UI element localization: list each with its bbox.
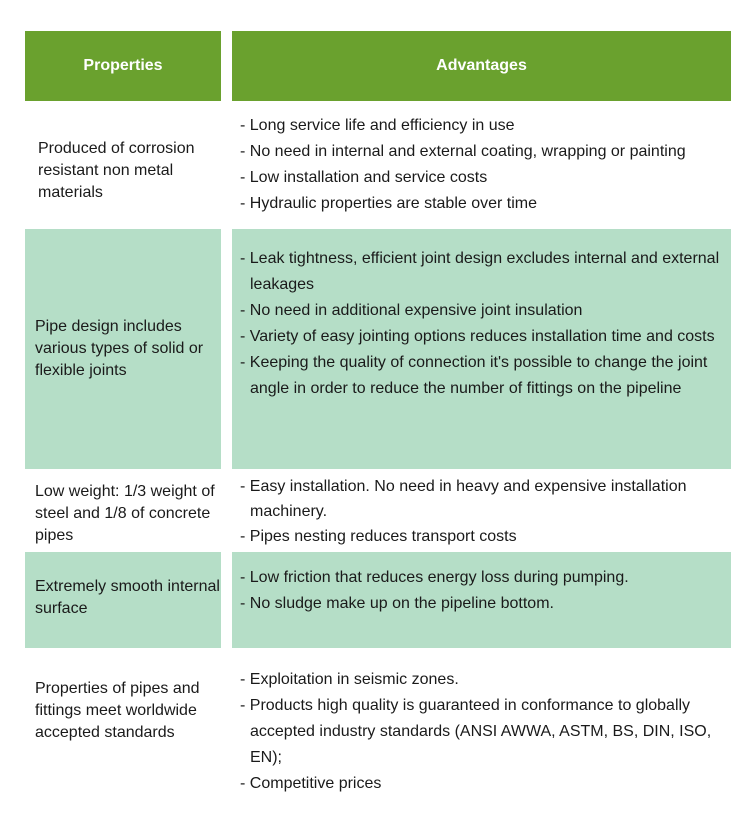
property-cell-row-2 — [25, 229, 221, 469]
property-cell-row-1 — [28, 123, 223, 218]
property-text: Pipe design includes various types of solid or flexible joints — [35, 318, 204, 379]
advantages-list — [240, 246, 725, 402]
advantage-item: - Hydraulic properties are stable over time — [240, 191, 731, 217]
advantage-item: - No need in additional expensive joint insulation — [240, 298, 725, 324]
properties-header: Properties — [25, 31, 221, 101]
advantage-item: - Leak tightness, efficient joint design excludes internal and external leakages — [240, 246, 725, 298]
property-text: Produced of corrosion resistant non metal materials — [38, 139, 195, 201]
advantages-cell-row-3 — [232, 474, 737, 552]
advantage-item: - No sludge make up on the pipeline bottom. — [240, 591, 725, 617]
advantages-cell-row-1 — [232, 113, 737, 223]
advantages-list — [240, 565, 725, 617]
advantage-item: - Keeping the quality of connection it's possible to change the joint angle in order to reduce the number of fittings on the pipeline — [240, 350, 725, 402]
advantages-cell-row-4 — [232, 552, 731, 648]
advantage-item: - Competitive prices — [240, 771, 731, 797]
advantage-item: - Long service life and efficiency in use — [240, 113, 731, 139]
property-text: Extremely smooth internal surface — [35, 578, 220, 617]
advantage-item: - Low friction that reduces energy loss during pumping. — [240, 565, 725, 591]
advantages-list — [240, 667, 731, 797]
advantage-item: - Products high quality is guaranteed in conformance to globally accepted industry standards (ANSI AWWA, ASTM, BS, DIN, ISO, EN); — [240, 693, 731, 771]
advantages-list — [240, 474, 731, 549]
property-cell-row-3 — [25, 480, 225, 548]
property-text: Low weight: 1/3 weight of steel and 1/8 of concrete pipes — [35, 483, 215, 544]
advantage-item: - Exploitation in seismic zones. — [240, 667, 731, 693]
advantages-cell-row-2 — [232, 229, 731, 469]
property-text: Properties of pipes and fittings meet worldwide accepted standards — [35, 680, 200, 741]
advantage-item: - No need in internal and external coating, wrapping or painting — [240, 139, 731, 165]
advantages-header: Advantages — [232, 31, 731, 101]
advantages-cell-row-5 — [232, 667, 737, 807]
advantages-list — [240, 113, 731, 217]
property-cell-row-4 — [25, 552, 221, 648]
advantage-item: - Pipes nesting reduces transport costs — [240, 524, 731, 549]
property-cell-row-5 — [25, 670, 221, 770]
advantage-item: - Low installation and service costs — [240, 165, 731, 191]
advantage-item: - Easy installation. No need in heavy and expensive installation machinery. — [240, 474, 731, 524]
advantage-item: - Variety of easy jointing options reduces installation time and costs — [240, 324, 725, 350]
